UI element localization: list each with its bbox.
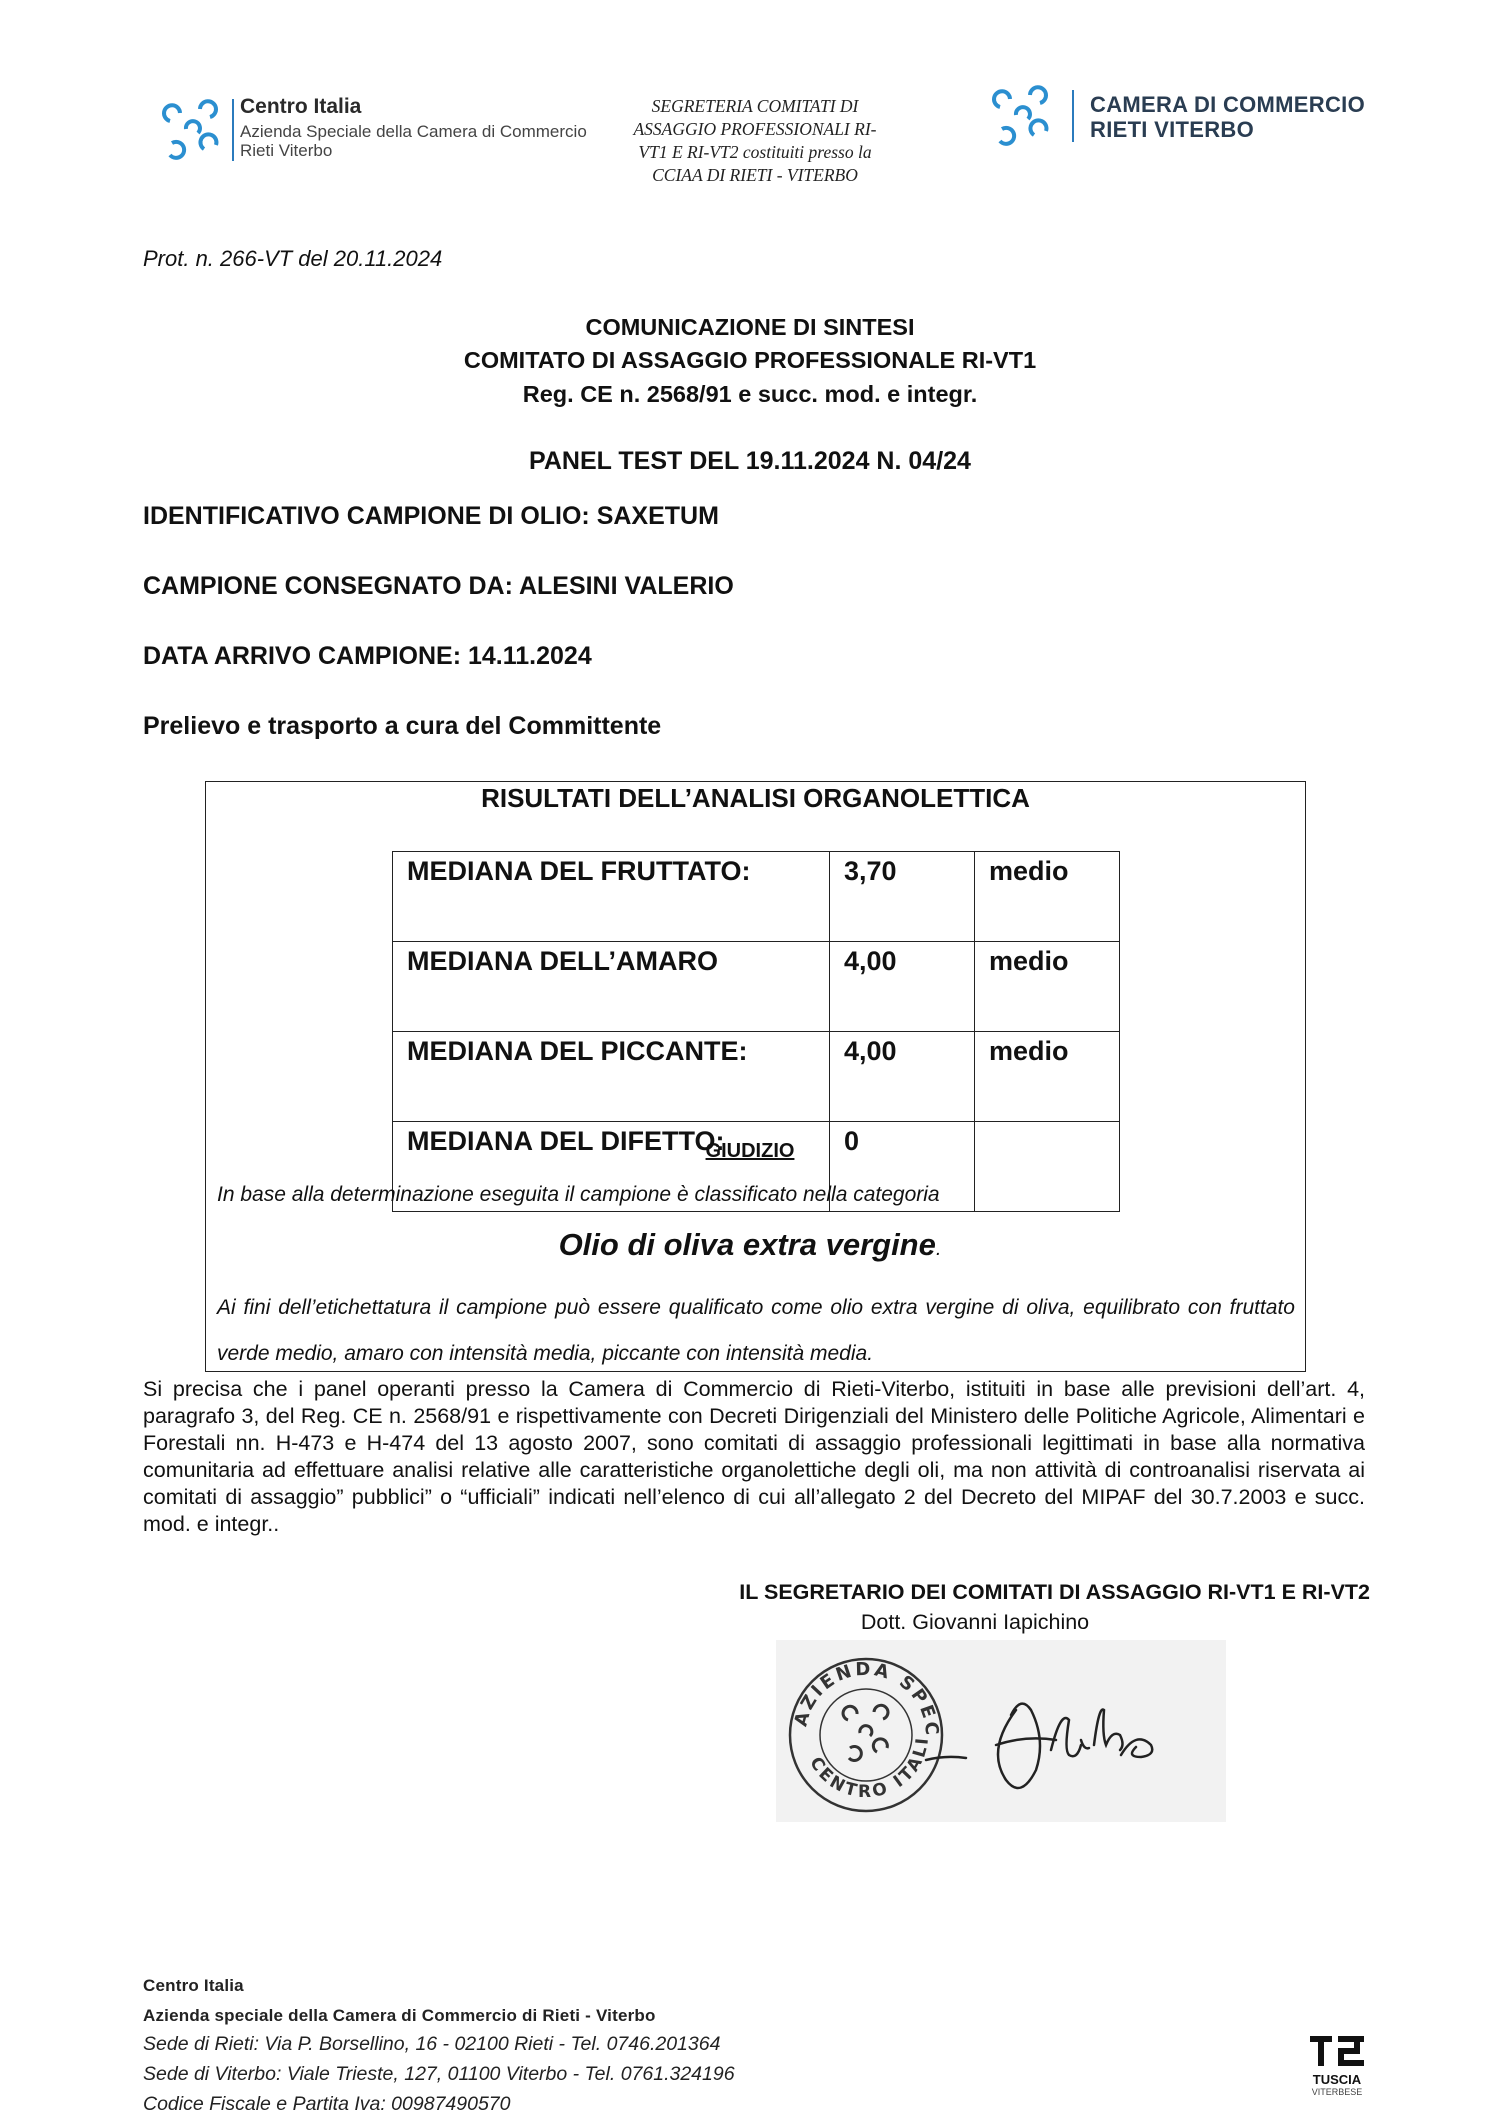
swirl-logo-icon bbox=[160, 99, 226, 165]
oil-category-dot: . bbox=[935, 1238, 942, 1260]
secretariat-line: SEGRETERIA COMITATI DI bbox=[651, 96, 859, 116]
doc-title: COMUNICAZIONE DI SINTESI bbox=[585, 314, 915, 340]
viterbese-word: VITERBESE bbox=[1311, 2087, 1363, 2097]
stamp-and-signature bbox=[776, 1640, 1226, 1822]
signatory-role: IL SEGRETARIO DEI COMITATI DI ASSAGGIO RI-VT1 E RI-VT2 bbox=[739, 1580, 1370, 1604]
svg-text:CENTRO ITALIA: CENTRO ITALI bbox=[805, 1734, 934, 1803]
footer-org: Centro Italia bbox=[143, 1976, 244, 1995]
footer-tax-code: Codice Fiscale e Partita Iva: 00987490570 bbox=[143, 2093, 511, 2115]
secretariat-line: CCIAA DI RIETI - VITERBO bbox=[652, 165, 858, 185]
median-label: MEDIANA DEL FRUTTATO: bbox=[393, 852, 830, 942]
footer-rieti-address: Sede di Rieti: Via P. Borsellino, 16 - 02100 Rieti - Tel. 0746.201364 bbox=[143, 2033, 721, 2055]
logo-line2: RIETI VITERBO bbox=[1090, 117, 1255, 142]
median-label: MEDIANA DEL DIFETTO: bbox=[393, 1122, 830, 1212]
median-level: medio bbox=[975, 852, 1120, 942]
oil-category-name: Olio di oliva extra vergine bbox=[558, 1227, 936, 1262]
secretariat-header bbox=[600, 95, 910, 187]
camera-commercio-logo bbox=[990, 80, 1390, 160]
sampling-note: Prelievo e trasporto a cura del Committente bbox=[143, 712, 662, 740]
swirl-logo-icon bbox=[990, 85, 1056, 151]
logo-divider bbox=[232, 99, 234, 161]
tuscia-mark-icon bbox=[1302, 2030, 1372, 2072]
logo-name: Centro Italia bbox=[240, 95, 362, 118]
footer-viterbo-address: Sede di Viterbo: Viale Trieste, 127, 01100 Viterbo - Tel. 0761.324196 bbox=[143, 2063, 735, 2085]
secretariat-line: VT1 E RI-VT2 costituiti presso la bbox=[638, 142, 872, 162]
handwritten-signature bbox=[926, 1704, 1152, 1788]
legal-note: Si precisa che i panel operanti presso la Camera di Commercio di Rieti-Viterbo, istituiti in base alle previsioni dell’art. 4, paragrafo 3, del Reg. CE n. 2568/91 e rispettivamente con Decreti Dirigenziali del Ministero delle Politiche Agricole, Alimentari e Forestali nn. H-473 e H-474 del 13 agosto 2007, sono comitati di assaggio professionali legittimati in base alla normativa comunitaria ad effettuare analisi relative alle caratteristiche organolettiche degli oli, ma non attività di controanalisi riservata ai comitati di assaggio” pubblici” o “ufficiali” indicati nell’elenco di cui all’allegato 2 del Decreto del MIPAF del 30.7.2003 e succ. mod. e integr.. bbox=[143, 1377, 1365, 1536]
tuscia-viterbese-logo bbox=[1302, 2030, 1372, 2100]
median-label: MEDIANA DEL PICCANTE: bbox=[393, 1032, 830, 1122]
sample-arrival-date: DATA ARRIVO CAMPIONE: 14.11.2024 bbox=[143, 642, 592, 670]
tuscia-word: TUSCIA bbox=[1312, 2072, 1362, 2087]
table-row bbox=[393, 852, 1120, 942]
protocol-number: Prot. n. 266-VT del 20.11.2024 bbox=[143, 246, 443, 271]
median-label: MEDIANA DELL’AMARO bbox=[393, 942, 830, 1032]
results-title: RISULTATI DELL’ANALISI ORGANOLETTICA bbox=[481, 783, 1030, 813]
median-level: medio bbox=[975, 1032, 1120, 1122]
stamp-signature-graphic bbox=[776, 1640, 1226, 1822]
sample-delivered-by: CAMPIONE CONSEGNATO DA: ALESINI VALERIO bbox=[143, 572, 734, 600]
doc-regulation: Reg. CE n. 2568/91 e succ. mod. e integr. bbox=[522, 381, 978, 407]
sample-identifier: IDENTIFICATIVO CAMPIONE DI OLIO: SAXETUM bbox=[143, 502, 719, 530]
median-level bbox=[975, 1122, 1120, 1212]
logo-subtitle bbox=[240, 122, 587, 160]
judgement-label: GIUDIZIO bbox=[705, 1140, 795, 1162]
official-stamp bbox=[776, 1640, 942, 1811]
footer-org-full: Azienda speciale della Camera di Commercio di Rieti - Viterbo bbox=[143, 2006, 656, 2025]
median-value: 4,00 bbox=[830, 942, 975, 1032]
oil-category bbox=[0, 1227, 1500, 1263]
logo-subtitle-line1: Azienda Speciale della Camera di Commercio bbox=[240, 122, 587, 141]
median-value: 3,70 bbox=[830, 852, 975, 942]
classification-text: In base alla determinazione eseguita il campione è classificato nella categoria bbox=[217, 1183, 940, 1206]
median-value: 4,00 bbox=[830, 1032, 975, 1122]
labelling-text: Ai fini dell’etichettatura il campione può essere qualificato come olio extra vergine di oliva, equilibrato con fruttato verde medio, amaro con intensità media, piccante con intensità media. bbox=[217, 1296, 1295, 1365]
doc-subtitle: COMITATO DI ASSAGGIO PROFESSIONALE RI-VT1 bbox=[463, 347, 1037, 373]
logo-subtitle-line2: Rieti Viterbo bbox=[240, 141, 333, 160]
panel-test-title: PANEL TEST DEL 19.11.2024 N. 04/24 bbox=[529, 447, 971, 475]
median-level: medio bbox=[975, 942, 1120, 1032]
svg-text:AZIENDA SPECIALE: AZIENDA SPEC bbox=[790, 1658, 943, 1739]
table-row bbox=[393, 1032, 1120, 1122]
signatory-name: Dott. Giovanni Iapichino bbox=[860, 1610, 1090, 1634]
table-row bbox=[393, 942, 1120, 1032]
centro-italia-logo bbox=[160, 95, 600, 175]
secretariat-line: ASSAGGIO PROFESSIONALI RI- bbox=[633, 119, 877, 139]
median-value: 0 bbox=[830, 1122, 975, 1212]
logo-line1: CAMERA DI COMMERCIO bbox=[1090, 92, 1365, 117]
logo-divider bbox=[1072, 90, 1074, 142]
